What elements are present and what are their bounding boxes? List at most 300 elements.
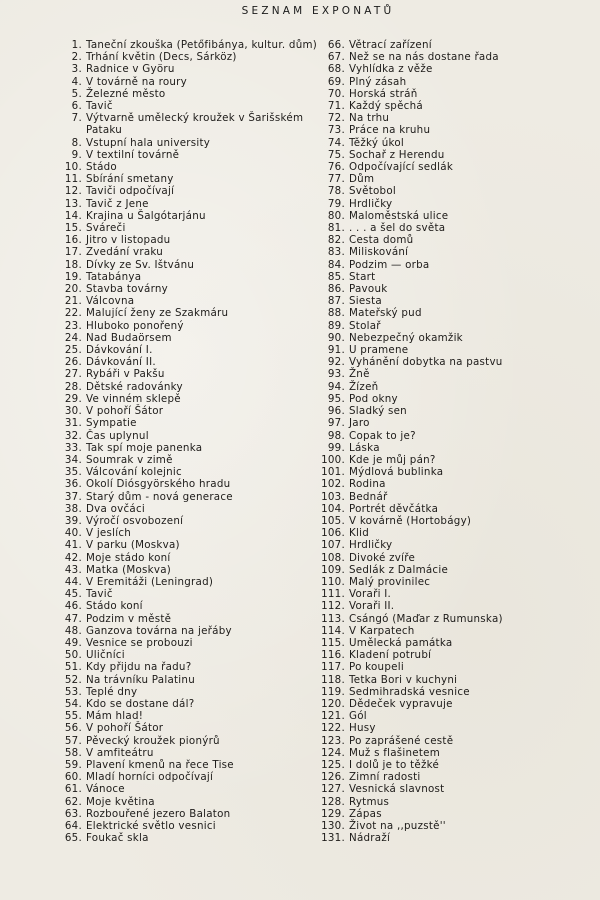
item-number: 102.: [321, 478, 345, 491]
item-number: 44.: [64, 575, 82, 588]
list-item: [40, 771, 320, 783]
list-item: [40, 759, 320, 771]
list-item: [40, 613, 320, 625]
item-title: Rodina: [349, 478, 386, 491]
item-title: Dědeček vypravuje: [349, 697, 453, 710]
list-item: [305, 198, 585, 210]
list-item: [305, 576, 585, 588]
item-title: Voraři II.: [349, 600, 395, 613]
list-item: [305, 491, 585, 503]
item-number: 57.: [64, 734, 82, 747]
list-item: [40, 747, 320, 759]
item-title: Hrdličky: [349, 197, 393, 210]
page-title: SEZNAM EXPONATŮ: [241, 5, 395, 17]
item-number: 80.: [327, 209, 345, 222]
item-number: 70.: [327, 87, 345, 100]
item-title: Husy: [349, 722, 376, 735]
item-number: 15.: [64, 222, 82, 235]
item-number: 64.: [64, 820, 82, 832]
item-number: 94.: [327, 380, 345, 393]
item-title: Miliskování: [349, 246, 409, 259]
list-item: [40, 63, 320, 75]
list-item: [305, 271, 585, 283]
list-item: [40, 564, 320, 576]
item-number: 7.: [71, 112, 82, 125]
list-item: [40, 491, 320, 503]
item-title: Plavení kmenů na řece Tise: [86, 758, 234, 771]
item-title: Soumrak v zimě: [86, 453, 173, 466]
list-item: [305, 124, 585, 136]
list-item: [305, 747, 585, 759]
item-number: 36.: [64, 478, 82, 491]
item-title: Plný zásah: [349, 75, 407, 88]
item-number: 28.: [64, 380, 82, 393]
item-title: Tatabánya: [86, 270, 142, 283]
item-number: 68.: [327, 63, 345, 76]
item-number: 69.: [327, 75, 345, 88]
item-number: 45.: [64, 588, 82, 601]
item-number: 124.: [321, 746, 345, 759]
item-number: 106.: [321, 527, 345, 540]
item-number: 31.: [64, 417, 82, 430]
list-item: [305, 149, 585, 161]
item-title: Pavouk: [349, 283, 388, 296]
item-number: 115.: [321, 636, 345, 649]
list-item: [40, 149, 320, 161]
item-title: Každý spěchá: [349, 100, 423, 113]
list-item: [305, 246, 585, 258]
item-title: Sladký sen: [349, 405, 407, 418]
item-title: Voraři I.: [349, 588, 392, 601]
list-item: [305, 661, 585, 673]
item-title: Jitro v listopadu: [86, 234, 171, 247]
item-number: 98.: [327, 429, 345, 442]
item-title: Výročí osvobození: [86, 514, 184, 527]
list-item: [40, 515, 320, 527]
item-number: 97.: [327, 417, 345, 430]
item-title: Zápas: [349, 807, 382, 820]
list-item: [305, 832, 585, 844]
item-number: 108.: [321, 551, 345, 564]
item-number: 84.: [327, 258, 345, 271]
item-number: 93.: [327, 368, 345, 381]
item-number: 52.: [64, 673, 82, 686]
item-title: Taviči odpočívají: [86, 185, 175, 198]
list-item: [305, 88, 585, 100]
item-number: 9.: [71, 148, 82, 161]
item-number: 58.: [64, 746, 82, 759]
item-title: V parku (Moskva): [86, 539, 180, 552]
item-title: Po koupeli: [349, 661, 404, 674]
list-item: [305, 442, 585, 454]
list-item: [40, 588, 320, 600]
item-title: Tak spí moje panenka: [86, 441, 203, 454]
item-title: Sympatie: [86, 417, 137, 430]
item-title: Mýdlová bublinka: [349, 466, 444, 479]
list-item: [40, 259, 320, 271]
list-item: [305, 368, 585, 380]
item-title: Ganzova továrna na jeřáby: [86, 624, 232, 637]
item-title: Stavba továrny: [86, 283, 169, 296]
list-item: [305, 137, 585, 149]
list-item: [305, 344, 585, 356]
list-item: [305, 710, 585, 722]
item-number: 125.: [321, 758, 345, 771]
list-item: [40, 39, 320, 51]
item-number: 100.: [321, 453, 345, 466]
item-title: Horská stráň: [349, 87, 418, 100]
list-item: [305, 674, 585, 686]
list-item: [305, 478, 585, 490]
item-title: Na trávníku Palatinu: [86, 673, 195, 686]
list-item: [40, 283, 320, 295]
item-number: 62.: [64, 795, 82, 808]
item-title: Těžký úkol: [349, 136, 405, 149]
item-title: Dům: [349, 173, 375, 186]
list-item: [305, 503, 585, 515]
item-title: Sváreči: [86, 222, 126, 235]
item-number: 96.: [327, 405, 345, 418]
item-number: 67.: [327, 51, 345, 64]
item-title: Kde je můj pán?: [349, 453, 436, 466]
item-number: 39.: [64, 514, 82, 527]
item-number: 51.: [64, 661, 82, 674]
item-title: Sochař z Herendu: [349, 148, 445, 161]
item-title: Vesnická slavnost: [349, 783, 445, 796]
list-item: [40, 539, 320, 551]
list-item: [40, 466, 320, 478]
item-title: Umělecká památka: [349, 636, 453, 649]
list-item: [40, 796, 320, 808]
item-title: Rybáři v Pakšu: [86, 368, 165, 381]
list-item: [40, 405, 320, 417]
item-number: 127.: [321, 783, 345, 796]
list-item: [40, 783, 320, 795]
item-title: Sedlák z Dalmácie: [349, 563, 449, 576]
list-item: [40, 112, 320, 136]
list-item: [40, 368, 320, 380]
item-title: Mateřský pud: [349, 307, 422, 320]
list-item: [40, 234, 320, 246]
item-number: 88.: [327, 307, 345, 320]
list-item: [305, 527, 585, 539]
item-number: 1.: [71, 39, 82, 51]
list-item: [40, 356, 320, 368]
list-item: [305, 515, 585, 527]
list-item: [40, 625, 320, 637]
list-item: [305, 430, 585, 442]
list-item: [40, 527, 320, 539]
list-item: [305, 307, 585, 319]
item-number: 48.: [64, 624, 82, 637]
item-number: 20.: [64, 283, 82, 296]
item-number: 14.: [64, 209, 82, 222]
list-item: [305, 466, 585, 478]
list-item: [40, 820, 320, 832]
item-title: Stolař: [349, 319, 381, 332]
item-title: Vesnice se probouzi: [86, 636, 193, 649]
item-title: Vyhánění dobytka na pastvu: [349, 356, 503, 369]
item-number: 130.: [321, 820, 345, 832]
item-number: 126.: [321, 771, 345, 784]
list-item: [305, 783, 585, 795]
item-title: Taneční zkouška (Petőfibánya, kultur. dům): [86, 39, 318, 51]
list-item: [40, 417, 320, 429]
item-number: 26.: [64, 356, 82, 369]
list-item: [305, 649, 585, 661]
item-title: Hrdličky: [349, 539, 393, 552]
item-title: Kladení potrubí: [349, 649, 432, 662]
item-number: 49.: [64, 636, 82, 649]
item-title: Žně: [349, 368, 370, 381]
list-item: [305, 820, 585, 832]
list-item: [305, 588, 585, 600]
exhibit-list-left-column: [40, 39, 320, 844]
list-item: [40, 637, 320, 649]
item-title: Nad Budaörsem: [86, 331, 172, 344]
list-item: [40, 210, 320, 222]
item-title: Sedmihradská vesnice: [349, 685, 470, 698]
item-number: 27.: [64, 368, 82, 381]
item-title: Pěvecký kroužek pionýrů: [86, 734, 220, 747]
item-title: Radnice v Györu: [86, 63, 175, 76]
list-item: [305, 112, 585, 124]
list-item: [40, 478, 320, 490]
item-number: 2.: [71, 51, 82, 64]
item-number: 40.: [64, 527, 82, 540]
list-item: [305, 332, 585, 344]
item-number: 75.: [327, 148, 345, 161]
item-title: Zimní radosti: [349, 771, 421, 784]
item-title: V Karpatech: [349, 624, 415, 637]
item-title: Klid: [349, 527, 370, 540]
item-title: Mám hlad!: [86, 710, 144, 723]
item-number: 128.: [321, 795, 345, 808]
item-title: Ve vinném sklepě: [86, 392, 181, 405]
item-number: 86.: [327, 283, 345, 296]
item-title: V pohoří Šátor: [86, 405, 164, 418]
item-number: 25.: [64, 344, 82, 357]
list-item: [40, 51, 320, 63]
item-number: 65.: [64, 832, 82, 845]
item-title: Dávkování II.: [86, 356, 156, 369]
list-item: [305, 234, 585, 246]
item-title: Větrací zařízení: [349, 39, 432, 51]
list-item: [40, 552, 320, 564]
item-number: 56.: [64, 722, 82, 735]
item-title: Vstupní hala university: [86, 136, 211, 149]
item-number: 61.: [64, 783, 82, 796]
item-number: 72.: [327, 112, 345, 125]
item-number: 77.: [327, 173, 345, 186]
exhibit-list-right-column: [305, 39, 585, 844]
list-item: [40, 661, 320, 673]
list-item: [305, 161, 585, 173]
list-item: [305, 320, 585, 332]
list-item: [305, 735, 585, 747]
item-number: 76.: [327, 161, 345, 174]
list-item: [305, 222, 585, 234]
list-item: [40, 88, 320, 100]
item-title: Teplé dny: [86, 685, 138, 698]
list-item: [40, 76, 320, 88]
list-item: [305, 613, 585, 625]
item-number: 120.: [321, 697, 345, 710]
list-item: [40, 576, 320, 588]
item-title: Malující ženy ze Szakmáru: [86, 307, 229, 320]
item-number: 121.: [321, 710, 345, 723]
list-item: [40, 832, 320, 844]
item-title: Láska: [349, 441, 380, 454]
item-number: 8.: [71, 136, 82, 149]
item-number: 131.: [321, 832, 345, 845]
item-number: 10.: [64, 161, 82, 174]
list-item: [305, 259, 585, 271]
list-item: [40, 307, 320, 319]
item-title: Elektrické světlo vesnici: [86, 820, 216, 832]
item-title: Dětské radovánky: [86, 380, 183, 393]
item-number: 119.: [321, 685, 345, 698]
list-item: [305, 63, 585, 75]
item-title: Csángó (Maďar z Rumunska): [349, 612, 503, 625]
item-number: 105.: [321, 514, 345, 527]
item-title: Foukač skla: [86, 832, 149, 845]
item-number: 59.: [64, 758, 82, 771]
list-item: [40, 185, 320, 197]
item-number: 92.: [327, 356, 345, 369]
item-title: Sbírání smetany: [86, 173, 174, 186]
item-title: U pramene: [349, 344, 409, 357]
item-number: 117.: [321, 661, 345, 674]
item-title: V jeslích: [86, 527, 132, 540]
item-number: 5.: [71, 87, 82, 100]
list-item: [40, 320, 320, 332]
item-number: 87.: [327, 295, 345, 308]
item-number: 83.: [327, 246, 345, 259]
item-title: Stádo koní: [86, 600, 143, 613]
item-title: Po zaprášené cestě: [349, 734, 454, 747]
item-title: Na trhu: [349, 112, 390, 125]
item-title: Než se na nás dostane řada: [349, 51, 499, 64]
item-number: 74.: [327, 136, 345, 149]
item-number: 104.: [321, 502, 345, 515]
item-title: Železné město: [86, 87, 166, 100]
item-title: Válcovna: [86, 295, 135, 308]
list-item: [40, 198, 320, 210]
list-item: [40, 332, 320, 344]
list-item: [305, 356, 585, 368]
item-title: V Eremitáži (Leningrad): [86, 575, 214, 588]
list-item: [40, 686, 320, 698]
list-item: [305, 39, 585, 51]
item-title: Dva ovčáci: [86, 502, 145, 515]
item-number: 33.: [64, 441, 82, 454]
item-title: Trhání květin (Decs, Sárköz): [86, 51, 237, 64]
item-title: Uličníci: [86, 649, 125, 662]
list-item: [305, 698, 585, 710]
item-number: 113.: [321, 612, 345, 625]
list-item: [40, 600, 320, 612]
item-title: Podzim — orba: [349, 258, 430, 271]
item-number: 66.: [327, 39, 345, 51]
list-item: [40, 442, 320, 454]
list-item: [305, 539, 585, 551]
item-title: Tetka Bori v kuchyni: [349, 673, 458, 686]
list-item: [305, 51, 585, 63]
item-title: Život na ,,puzstě'': [349, 820, 446, 832]
item-title: Moje květina: [86, 795, 155, 808]
item-title: Pod okny: [349, 392, 398, 405]
item-title: Práce na kruhu: [349, 124, 431, 137]
list-item: [40, 344, 320, 356]
list-item: [40, 674, 320, 686]
item-number: 13.: [64, 197, 82, 210]
item-title: Tavič: [86, 588, 113, 601]
item-number: 63.: [64, 807, 82, 820]
list-item: [40, 735, 320, 747]
item-title: Okolí Diósgyörského hradu: [86, 478, 231, 491]
list-item: [40, 503, 320, 515]
item-number: 78.: [327, 185, 345, 198]
item-number: 6.: [71, 100, 82, 113]
item-title: Copak to je?: [349, 429, 416, 442]
item-title: Hluboko ponořený: [86, 319, 184, 332]
item-title: Čas uplynul: [86, 429, 149, 442]
list-item: [305, 283, 585, 295]
item-number: 41.: [64, 539, 82, 552]
item-number: 91.: [327, 344, 345, 357]
list-item: [40, 271, 320, 283]
item-number: 21.: [64, 295, 82, 308]
item-number: 114.: [321, 624, 345, 637]
list-item: [40, 710, 320, 722]
item-title: I dolů je to těžké: [349, 758, 440, 771]
list-item: [305, 637, 585, 649]
item-number: 16.: [64, 234, 82, 247]
item-title: Bednář: [349, 490, 388, 503]
item-number: 12.: [64, 185, 82, 198]
list-item: [305, 381, 585, 393]
list-item: [40, 173, 320, 185]
list-item: [305, 686, 585, 698]
list-item: [305, 417, 585, 429]
item-title: Malý provinilec: [349, 575, 431, 588]
item-number: 18.: [64, 258, 82, 271]
item-number: 71.: [327, 100, 345, 113]
list-item: [305, 808, 585, 820]
item-title: Tavič: [86, 100, 113, 113]
item-number: 24.: [64, 331, 82, 344]
item-number: 110.: [321, 575, 345, 588]
list-item: [40, 161, 320, 173]
list-item: [40, 454, 320, 466]
item-title: Rozbouřené jezero Balaton: [86, 807, 231, 820]
item-number: 82.: [327, 234, 345, 247]
item-number: 109.: [321, 563, 345, 576]
item-number: 73.: [327, 124, 345, 137]
item-title: Jaro: [349, 417, 370, 430]
item-title: Nádraží: [349, 832, 391, 845]
item-number: 35.: [64, 466, 82, 479]
list-item: [305, 796, 585, 808]
list-item: [305, 564, 585, 576]
item-number: 116.: [321, 649, 345, 662]
item-number: 89.: [327, 319, 345, 332]
item-title: Mladí horníci odpočívají: [86, 771, 214, 784]
item-title: . . . a šel do světa: [349, 222, 446, 235]
item-title: Nebezpečný okamžik: [349, 331, 463, 344]
item-number: 29.: [64, 392, 82, 405]
